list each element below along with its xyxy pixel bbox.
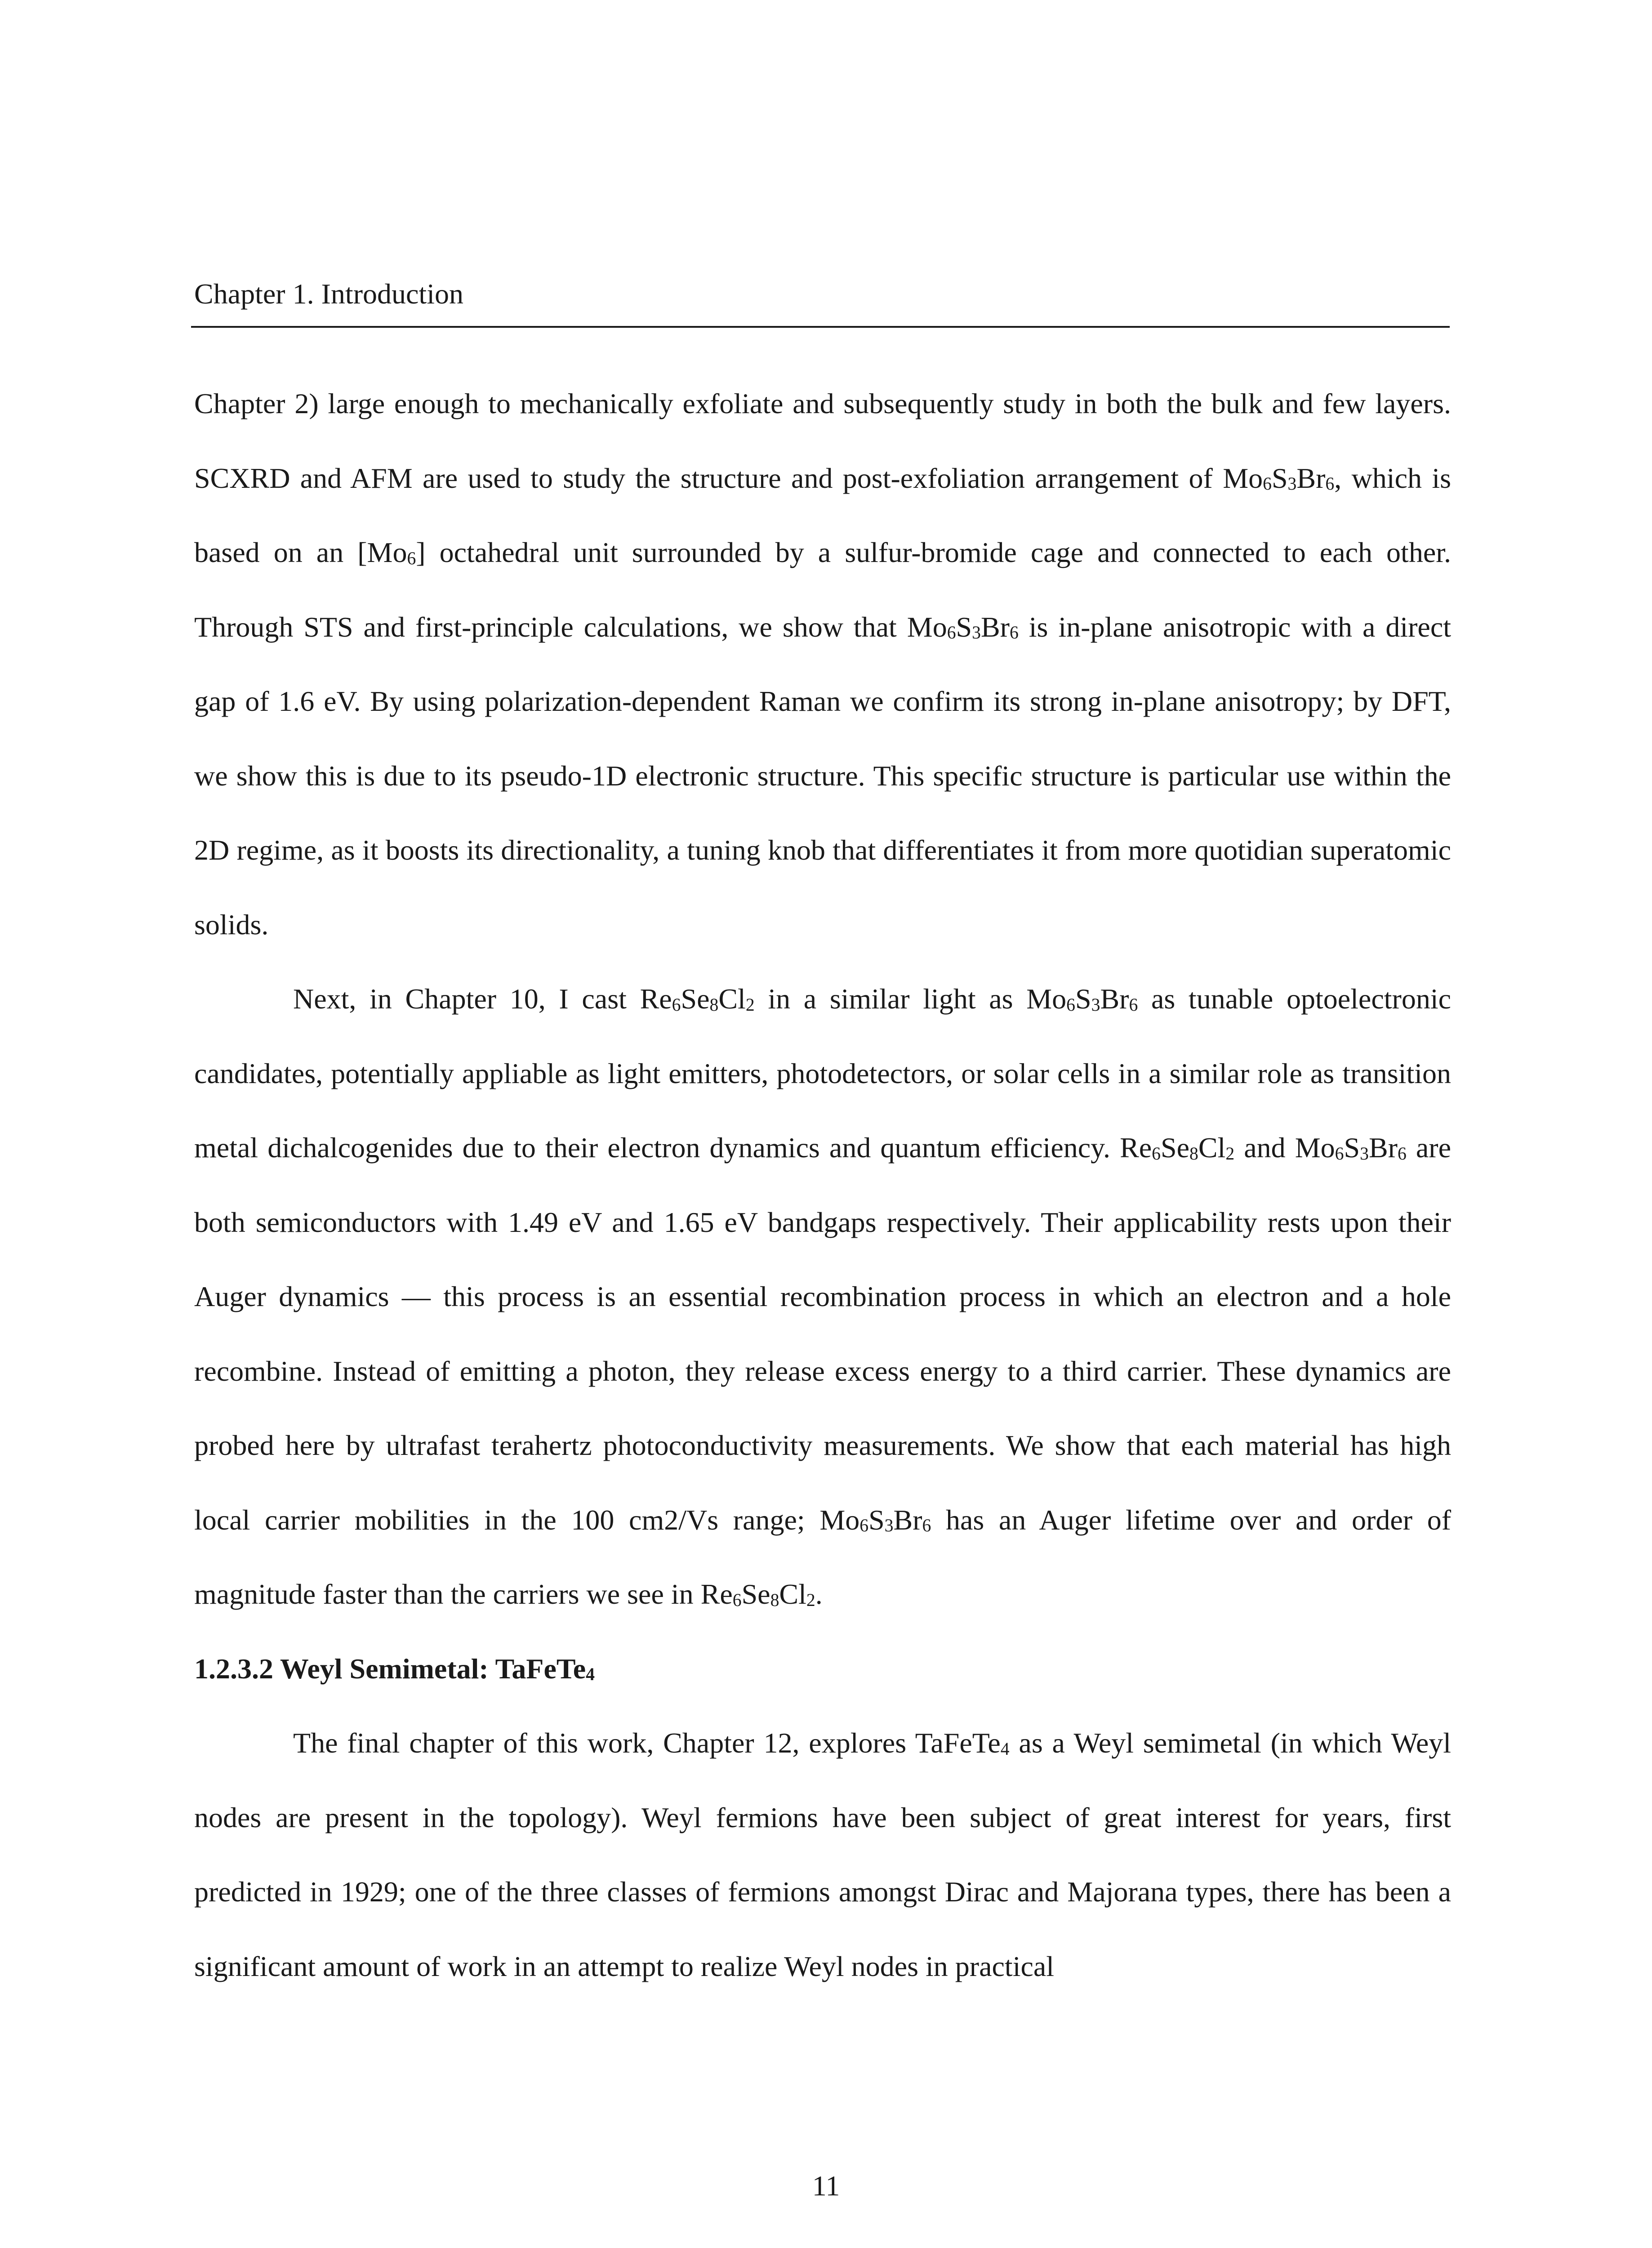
formula-element: Se — [1161, 1132, 1190, 1164]
formula-element: Br — [1100, 983, 1129, 1015]
text-run: is in-plane anisotropic with a direct gap of 1.6 eV. By using polarization-dependent Raman we confirm its strong in-plane anisotropy; by DFT, we show this is due to its pseudo-1D electronic structure. This specific structure is particular use within the 2D regime, as it boosts its directionality, a tuning knob that differentiates it from more quotidian superatomic solids. — [194, 611, 1452, 941]
text-run: ] octahedral unit surrounded by a sulfur-bromide cage and connected to each other. Through STS and first-principle calculations, we show that — [194, 536, 1451, 643]
formula-subscript: 6 — [1263, 474, 1272, 494]
subscript: 4 — [586, 1664, 595, 1685]
formula-element: S — [868, 1503, 885, 1536]
text-run: , which is based on an [Mo — [194, 462, 1452, 568]
text-run: in a similar light as — [754, 983, 1027, 1015]
header-rule — [191, 326, 1450, 328]
formula-subscript: 6 — [1009, 623, 1019, 643]
formula-element: Br — [980, 611, 1010, 643]
formula-element: S — [1271, 462, 1288, 494]
paragraph-1 — [194, 366, 1451, 962]
formula-subscript: 8 — [709, 995, 719, 1015]
formula-element: Se — [741, 1578, 770, 1610]
paragraph-3 — [194, 1706, 1451, 2003]
formula-subscript: 6 — [1325, 474, 1335, 494]
formula-element: S — [956, 611, 972, 643]
formula-subscript: 6 — [859, 1516, 869, 1536]
text-run: has an Auger lifetime over and order of magnitude faster than the carriers we see in — [194, 1503, 1451, 1610]
formula-subscript: 8 — [1189, 1143, 1198, 1164]
body-text — [194, 366, 1451, 2003]
text-run: The final chapter of this work, Chapter 12, explores TaFeTe — [293, 1727, 1001, 1759]
formula-subscript: 2 — [1225, 1143, 1235, 1164]
formula-element: Cl — [779, 1578, 806, 1610]
text-run: as a Weyl semimetal (in which Weyl nodes are present in the topology). Weyl fermions have been subject of great interest for years, first predicted in 1929; one of the three classes of fermions amongst Dirac and Majorana types, there has been a significant amount of work in an attempt to realize Weyl nodes in practical — [194, 1727, 1452, 1982]
formula-element: Re — [700, 1578, 733, 1610]
paragraph-2 — [194, 962, 1451, 1632]
formula-element: Br — [1296, 462, 1326, 494]
formula-element: Mo — [907, 611, 947, 643]
text-run: . — [815, 1578, 823, 1610]
formula-subscript: 6 — [1397, 1143, 1407, 1164]
formula-element: Re — [640, 983, 672, 1015]
heading-text: 1.2.3.2 Weyl Semimetal: TaFeTe — [194, 1652, 586, 1685]
formula-mo6s3br6 — [907, 611, 1019, 643]
formula-element: Se — [681, 983, 710, 1015]
formula-element: Cl — [1198, 1132, 1226, 1164]
formula-element: S — [1075, 983, 1091, 1015]
formula-subscript: 6 — [672, 995, 681, 1015]
formula-subscript: 3 — [1287, 474, 1297, 494]
formula-element: S — [1344, 1132, 1360, 1164]
formula-subscript: 3 — [1360, 1143, 1369, 1164]
text-run: are both semiconductors with 1.49 eV and 1.65 eV bandgaps respectively. Their applicability rests upon their Auger dynamics — this process is an essential recombination process in which an electron and a hole recombine. Instead of emitting a photon, they release excess energy to a third carrier. These dynamics are probed here by ultrafast terahertz photoconductivity measurements. We show that each material has high local carrier mobilities in the 100 cm2/Vs range; — [194, 1132, 1452, 1536]
formula-element: Br — [893, 1503, 922, 1536]
formula-subscript: 6 — [1152, 1143, 1161, 1164]
formula-element: Mo — [1026, 983, 1067, 1015]
formula-subscript: 3 — [1091, 995, 1100, 1015]
subscript: 4 — [1000, 1739, 1010, 1759]
formula-element: Mo — [819, 1503, 860, 1536]
formula-element: Mo — [1223, 462, 1263, 494]
formula-re6se8cl2 — [640, 983, 755, 1015]
section-heading — [194, 1632, 1451, 1706]
formula-subscript: 3 — [972, 623, 981, 643]
formula-subscript: 8 — [770, 1590, 779, 1610]
formula-re6se8cl2 — [1120, 1132, 1234, 1164]
formula-re6se8cl2 — [701, 1578, 815, 1610]
formula-subscript: 2 — [745, 995, 755, 1015]
formula-subscript: 6 — [1129, 995, 1138, 1015]
formula-element: Mo — [1295, 1132, 1335, 1164]
formula-element: Br — [1368, 1132, 1398, 1164]
page-number: 11 — [812, 2170, 840, 2202]
formula-mo6s3br6 — [1295, 1132, 1407, 1164]
formula-mo6s3br6 — [1026, 983, 1138, 1015]
text-run: and — [1234, 1132, 1295, 1164]
formula-subscript: 6 — [1066, 995, 1075, 1015]
formula-element: Re — [1120, 1132, 1152, 1164]
formula-subscript: 6 — [1335, 1143, 1344, 1164]
text-run: Chapter 2) large enough to mechanically exfoliate and subsequently study in both the bulk and few layers. SCXRD and AFM are used to study the structure and post-exfoliation arrangement of — [194, 388, 1451, 494]
text-run: Next, in Chapter 10, I cast — [293, 983, 640, 1015]
running-header: Chapter 1. Introduction — [194, 278, 463, 310]
subscript: 6 — [407, 548, 416, 568]
formula-subscript: 6 — [922, 1516, 931, 1536]
formula-mo6s3br6 — [819, 1504, 931, 1536]
formula-element: Cl — [718, 983, 746, 1015]
formula-subscript: 6 — [947, 623, 956, 643]
formula-mo6s3br6 — [1223, 462, 1334, 494]
formula-subscript: 6 — [732, 1590, 742, 1610]
formula-subscript: 3 — [884, 1516, 894, 1536]
formula-subscript: 2 — [806, 1590, 815, 1610]
text-run: as tunable optoelectronic candidates, potentially appliable as light emitters, photodetectors, or solar cells in a similar role as transition metal dichalcogenides due to their electron dynamics and quantum efficiency. — [194, 983, 1452, 1164]
